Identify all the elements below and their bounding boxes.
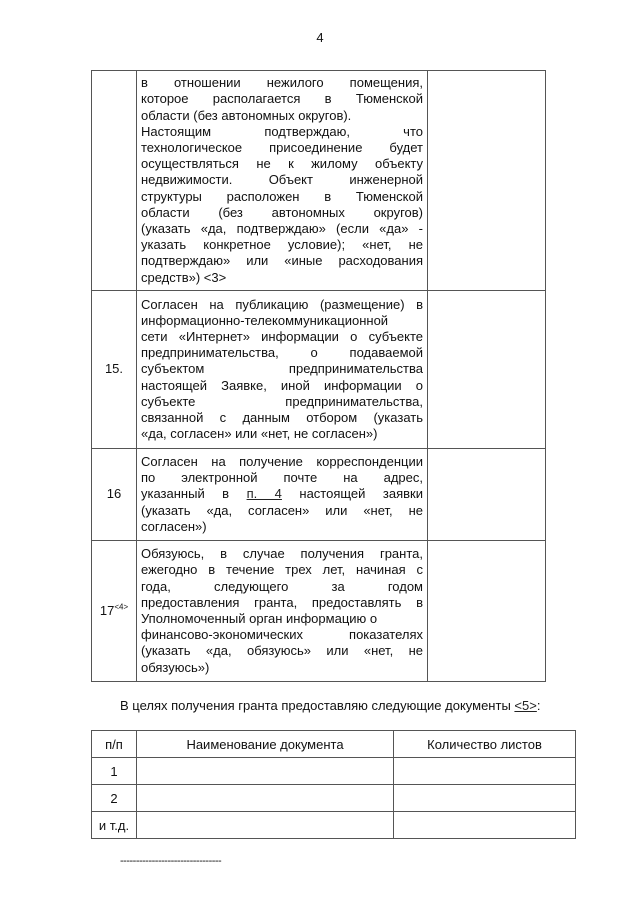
- doc-name-cell[interactable]: [137, 812, 394, 839]
- doc-sheets-cell[interactable]: [394, 812, 576, 839]
- documents-table: [91, 730, 576, 839]
- row-description-cell: [137, 449, 428, 541]
- description-line: Согласен на получение корреспонденции: [141, 453, 423, 469]
- description-line: года, следующего за годом: [141, 578, 423, 594]
- row-number-cell: [92, 449, 137, 541]
- description-line: технологическое присоединение будет: [141, 139, 423, 155]
- row-value-cell[interactable]: [428, 449, 546, 541]
- description-line: по электронной почте на адрес,: [141, 470, 423, 486]
- footnote-separator: --------------------------------: [120, 855, 222, 867]
- description-line: настоящей Заявке, иной информации о: [141, 377, 423, 393]
- table-row: [92, 291, 546, 449]
- doc-number: 1: [92, 758, 137, 785]
- row-value-cell[interactable]: [428, 291, 546, 449]
- doc-sheets-cell[interactable]: [394, 785, 576, 812]
- header-sheet-count: Количество листов: [394, 731, 576, 758]
- doc-sheets-cell[interactable]: [394, 758, 576, 785]
- header-number: п/п: [92, 731, 137, 758]
- description-line: области (без автономных округов): [141, 204, 423, 220]
- description-line: ежегодно в течение трех лет, начиная с: [141, 562, 423, 578]
- row-description-cell: [137, 541, 428, 682]
- doc-number: и т.д.: [92, 812, 137, 839]
- description-line: средств») <3>: [141, 269, 227, 285]
- page-number: 4: [316, 30, 324, 45]
- description-line: (указать «да, обязуюсь» или «нет, не: [141, 643, 423, 659]
- description-line: Уполномоченный орган информацию о: [141, 611, 378, 626]
- description-line: предоставления гранта, предоставлять в: [141, 594, 423, 610]
- link-line-prefix: указанный в: [141, 486, 230, 502]
- row-description-cell: [137, 291, 428, 449]
- description-line: области (без автономных округов).: [141, 107, 352, 123]
- description-line: указать конкретное условие); «нет, не: [141, 237, 423, 253]
- doc-name-cell[interactable]: [137, 758, 394, 785]
- doc-name-cell[interactable]: [137, 785, 394, 812]
- description-line: «да, согласен» или «нет, не согласен»): [141, 426, 378, 442]
- description-line: информационно-телекоммуникационной: [141, 312, 389, 328]
- link-line-suffix: настоящей заявки: [299, 486, 423, 502]
- row-number-cell: [92, 541, 137, 682]
- footnote-5-link[interactable]: <5>: [514, 698, 537, 713]
- description-line: которое располагается в Тюменской: [141, 91, 423, 107]
- description-line: субъектом предпринимательства: [141, 361, 423, 377]
- description-line: в отношении нежилого помещения,: [141, 75, 423, 91]
- doc-number: 2: [92, 785, 137, 812]
- description-line: предпринимательства, о подаваемой: [141, 345, 423, 361]
- description-line: (указать «да, согласен» или «нет, не: [141, 502, 423, 518]
- description-line: субъекте предпринимательства,: [141, 393, 423, 409]
- table-row: [92, 758, 576, 785]
- description-line: (указать «да, подтверждаю» (если «да» -: [141, 221, 423, 236]
- description-line: связанной с данным отбором (указать: [141, 410, 423, 425]
- table-row: [92, 812, 576, 839]
- row-value-cell[interactable]: [428, 541, 546, 682]
- row-value-cell[interactable]: [428, 71, 546, 291]
- row-description-cell: [137, 71, 428, 291]
- description-line: сети «Интернет» информации о субъекте: [141, 328, 423, 344]
- application-table: [91, 70, 546, 682]
- description-line: финансово-экономических показателях: [141, 627, 423, 643]
- row-number-cell: [92, 291, 137, 449]
- description-line: обязуюсь»): [141, 659, 210, 675]
- row-number: 15.: [104, 361, 124, 377]
- description-line: подтверждаю» или «иные расходования: [141, 253, 423, 269]
- table-row: [92, 71, 546, 291]
- description-line-with-link: [141, 486, 423, 502]
- row-number: 16: [106, 486, 122, 502]
- table-row: [92, 785, 576, 812]
- row-number: 17: [99, 602, 115, 618]
- footnote-ref[interactable]: <4>: [114, 602, 129, 612]
- description-line: Согласен на публикацию (размещение) в: [141, 296, 423, 312]
- description-line: недвижимости. Объект инженерной: [141, 172, 423, 188]
- table-row: [92, 541, 546, 682]
- item-4-link[interactable]: п. 4: [246, 486, 282, 502]
- description-line: осуществляться не к жилому объекту: [141, 156, 423, 172]
- table-header-row: [92, 731, 576, 758]
- documents-intro-suffix: :: [536, 698, 541, 713]
- description-line: Настоящим подтверждаю, что: [141, 123, 423, 139]
- header-document-name: Наименование документа: [137, 731, 394, 758]
- row-number-cell: [92, 71, 137, 291]
- description-line: согласен»): [141, 518, 207, 534]
- description-line: структуры расположен в Тюменской: [141, 188, 423, 204]
- documents-intro: [120, 698, 540, 713]
- documents-intro-text: В целях получения гранта предоставляю следующие документы: [120, 698, 511, 713]
- table-row: [92, 449, 546, 541]
- description-line: Обязуюсь, в случае получения гранта,: [141, 546, 423, 562]
